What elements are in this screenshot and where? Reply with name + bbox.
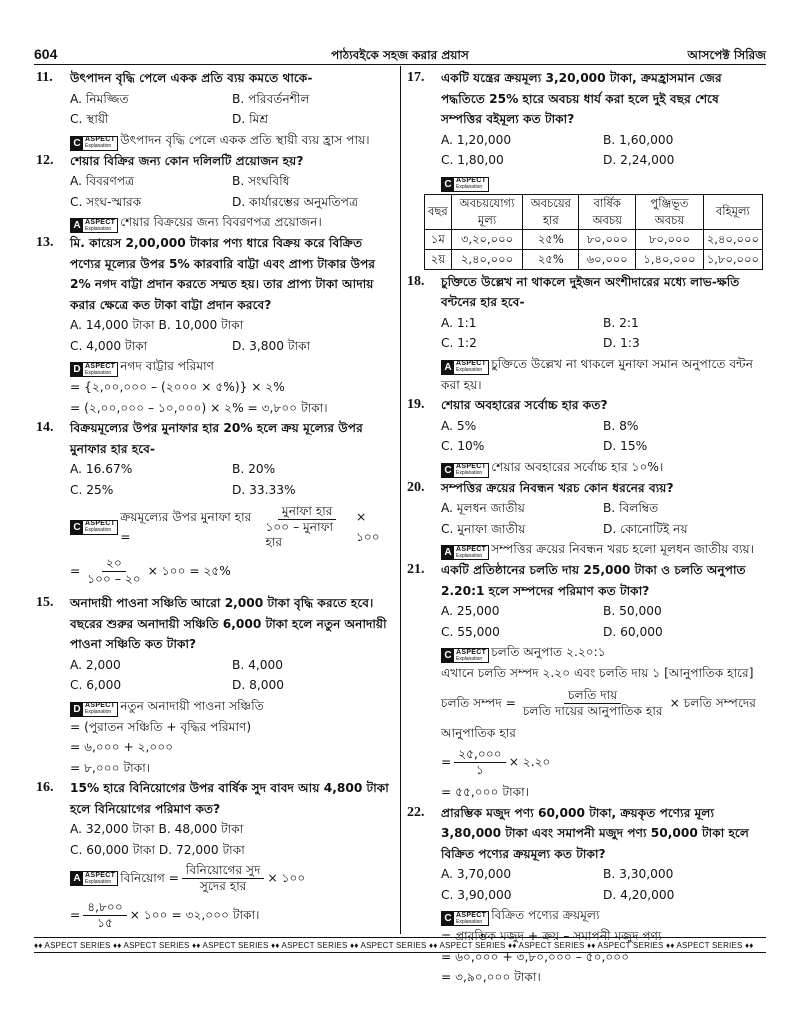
question-16: 16. 15% হারে বিনিয়োগের উপর বার্ষিক সুদ বাবদ আয় 4,800 টাকা হলে বিনিয়োগের পরিমাণ কত?	[36, 780, 389, 816]
table-header-row: বছর অবচয়যোগ্য মূল্য অবচয়ের হার বার্ষিক অবচয় পুঞ্জিভূত অবচয় বহিমূল্য	[425, 194, 763, 229]
aspect-explanation-badge: C ASPECT Explanation	[70, 136, 118, 151]
question-17: 17. একটি যন্ত্রের ক্রয়মূল্য 3,20,000 টাকা, ক্রমহ্রাসমান জের পদ্ধতিতে 25% হারে অবচয় ধার্য করা হলে দুই বছর শেষে সম্পত্তির বইমূল্য কত টাকা?	[407, 70, 722, 126]
options-19: A. 5% B. 8% C. 10% D. 15%	[441, 418, 648, 453]
options-20: A. মূলধন জাতীয় B. বিলম্বিত C. মুনাফা জাতীয় D. কোনোটিই নয়	[441, 501, 688, 536]
table-row: ১ম ৩,২০,০০০ ২৫% ৮০,০০০ ৮০,০০০ ২,৪০,০০০	[425, 229, 763, 249]
aspect-explanation-badge: A ASPECT Explanation	[70, 871, 118, 886]
options-14: A. 16.67% B. 20% C. 25% D. 33.33%	[70, 462, 296, 497]
aspect-explanation-badge: C ASPECT Explanation	[441, 911, 489, 926]
explanation-21: C ASPECT Explanation চলতি অনুপাত ২.২০:১	[407, 642, 763, 663]
explanation-14: C ASPECT Explanation ক্রয়মূল্যের উপর মুনাফা হার = $\frac{\text{মুনাফা হার}}{\text{১০০ – মুনাফা হার}}$ × ১০০	[36, 504, 392, 550]
fraction: $\frac{\text{বিনিয়োগের সুদ}}{\text{সুদের হার}}$	[182, 863, 265, 894]
explanation-12: A ASPECT Explanation শেয়ার বিক্রয়ের জন্য বিবরণপত্র প্রয়োজন।	[36, 212, 392, 233]
aspect-explanation-badge: D ASPECT Explanation	[70, 362, 118, 377]
options-18: A. 1:1 B. 2:1 C. 1:2 D. 1:3	[441, 315, 640, 350]
aspect-explanation-badge: A ASPECT Explanation	[441, 545, 489, 560]
question-15: 15. অনাদায়ী পাওনা সঞ্চিতি আরো 2,000 টাকা বৃদ্ধি করতে হবে। বছরের শুরুর অনাদায়ী সঞ্চিতি 6,000 টাকা হলে নতুন অনাদায়ী পাওনা সঞ্চিতি কত টাকা?	[36, 595, 387, 651]
options-15: A. 2,000 B. 4,000 C. 6,000 D. 8,000	[70, 657, 285, 692]
aspect-explanation-badge: A ASPECT Explanation	[70, 218, 118, 233]
aspect-explanation-badge: C ASPECT Explanation	[70, 520, 118, 535]
options-21: A. 25,000 B. 50,000 C. 55,000 D. 60,000	[441, 604, 663, 639]
explanation-19: C ASPECT Explanation শেয়ার অবহারের সর্বোচ্চ হার ১০%।	[407, 457, 763, 478]
footer-rule-bottom	[34, 952, 766, 953]
left-column: 11. উৎপাদন বৃদ্ধি পেলে একক প্রতি ব্যয় কমতে থাকে- A. নিমজ্জিত B. পরিবর্তনশীল C. স্থায়ী D. মিশ্র C ASPECT Explanation উৎপাদন বৃদ্ধি পেলে একক প্রতি স্থায়ী ব্যয় হ্রাস পায়। 12. শেয়ার বিক্রির জন্য কোন দলিলটি প্রয়োজন হয়? A. বিবরণপত্র B. সংঘবিধি C. সংঘ-স্মারক D. কার্যারম্ভের অনুমতিপত্র A ASPECT Explanation শেয়ার বিক্রয়ের জন্য বিবরণপত্র প্রয়োজন। 13. মি. কায়েস 2,00,000 টাকার পণ্য ধারে বিক্রয় করে বিক্রিত পণ্যের মূল্যের উপর 5% কারবারি বাট্টা এবং প্রাপ্য টাকার উপর 2% নগদ বাট্টা প্রদান করতে সম্মত হয়। তার প্রাপ্য টাকা আদায় করার ক্ষেত্রে কত টাকা বাট্টা প্রদান করবে? A. 14,000 টাকা B. 10,000 টাকা C. 4,000 টাকা D. 3,800 টাকা D ASPECT Explanation নগদ বাট্টার পরিমাণ = {২,০০,০০০ – (২০০০ × ৫%)} × ২% = (২,০০,০০০ – ১০,০০০) × ২% = ৩,৮০০ টাকা। 14. বিক্রয়মূল্যের উপর মুনাফার হার 20% হলে ক্রয় মূল্যের উপর মুনাফার হার হবে- A. 16.67% B. 20% C. 25% D. 33.33% C ASPECT Explanation ক্রয়মূল্যের উপর মুনাফা হার = $\frac{\text{মুনাফা হার}}{\text{১০০ – মুনাফা হার}}$ × ১০০ = $\frac{২০}{১০০ - ২০}$ × ১০০ = ২৫% 15. অনাদায়ী পাওনা সঞ্চিতি আরো 2,000 টাকা বৃদ্ধি করতে হবে। বছরের শুরুর অনাদায়ী সঞ্চিতি 6,000 টাকা হলে নতুন অনাদায়ী পাওনা সঞ্চিতি কত টাকা? A. 2,000 B. 4,000 C. 6,000 D. 8,000 D ASPECT Explanation নতুন অনাদায়ী পাওনা সঞ্চিতি = (পুরাতন সঞ্চিতি + বৃদ্ধির পরিমাণ) = ৬,০০০ + ২,০০০ = ৮,০০০ টাকা। 16. 15% হারে বিনিয়োগের উপর বার্ষিক সুদ বাবদ আয় 4,800 টাকা হলে বিনিয়োগের পরিমাণ কত? A. 32,000 টাকা B. 48,000 টাকা C. 60,000 টাকা D. 72,000 টাকা A ASPECT Explanation বিনিয়োগ = $\frac{\text{বিনিয়োগের সুদ}}{\text{সুদের হার}}$ × ১০০ = $\frac{৪,৮০০}{১৫}$ × ১০০ = ৩২,০০০ টাকা।	[36, 68, 392, 931]
explanation-18: A ASPECT Explanation চুক্তিতে উল্লেখ না থাকলে মুনাফা সমান অনুপাতে বন্টন করা হয়।	[441, 356, 754, 392]
header-rule	[34, 64, 766, 65]
options-16: A. 32,000 টাকা B. 48,000 টাকা C. 60,000 টাকা D. 72,000 টাকা	[70, 822, 245, 857]
page-number: 604	[34, 46, 58, 62]
fraction: $\frac{\text{চলতি দায়}}{\text{চলতি দায়ের আনুপাতিক হার}}$	[522, 687, 663, 718]
question-22: 22. প্রারম্ভিক মজুদ পণ্য 60,000 টাকা, ক্রয়কৃত পণ্যের মূল্য 3,80,000 টাকা এবং সমাপনী মজুদ পণ্য 50,000 টাকা হলে বিক্রিত পণ্যের ক্রয়মূল্য কত টাকা?	[407, 804, 749, 861]
question-11: 11. উৎপাদন বৃদ্ধি পেলে একক প্রতি ব্যয় কমতে থাকে-	[36, 70, 313, 85]
options-12: A. বিবরণপত্র B. সংঘবিধি C. সংঘ-স্মারক D. কার্যারম্ভের অনুমতিপত্র	[70, 174, 359, 209]
footer-rule-top	[34, 937, 766, 938]
explanation-20: A ASPECT Explanation সম্পত্তির ক্রয়ের নিবন্ধন খরচ হলো মূলধন জাতীয় ব্যয়।	[407, 539, 763, 560]
question-14: 14. বিক্রয়মূল্যের উপর মুনাফার হার 20% হলে ক্রয় মূল্যের উপর মুনাফার হার হবে-	[36, 420, 363, 456]
aspect-explanation-badge: D ASPECT Explanation	[70, 702, 118, 717]
aspect-explanation-badge: C ASPECT Explanation	[441, 463, 489, 478]
fraction: $\frac{২৫,০০০}{১}$	[454, 747, 505, 778]
fraction: $\frac{\text{মুনাফা হার}}{\text{১০০ – মুনাফা হার}}$	[261, 504, 353, 550]
explanation-15: D ASPECT Explanation নতুন অনাদায়ী পাওনা সঞ্চিতি	[36, 696, 392, 717]
aspect-explanation-badge: C ASPECT Explanation	[441, 648, 489, 663]
fraction: $\frac{২০}{১০০ - ২০}$	[87, 556, 141, 586]
options-11: A. নিমজ্জিত B. পরিবর্তনশীল C. স্থায়ী D. মিশ্র	[70, 91, 310, 126]
question-20: 20. সম্পত্তির ক্রয়ের নিবন্ধন খরচ কোন ধরনের ব্যয়?	[407, 479, 674, 495]
question-18: 18. চুক্তিতে উল্লেখ না থাকলে দুইজন অংশীদারের মধ্যে লাভ-ক্ষতি বন্টনের হার হবে-	[407, 273, 740, 309]
explanation-13: D ASPECT Explanation নগদ বাট্টার পরিমাণ	[36, 356, 392, 377]
depreciation-table	[424, 194, 763, 270]
page-header	[34, 46, 766, 64]
question-21: 21. একটি প্রতিষ্ঠানের চলতি দায় 25,000 টাকা ও চলতি অনুপাত 2.20:1 হলে সম্পদের পরিমাণ কত টাকা?	[407, 562, 746, 598]
options-22: A. 3,70,000 B. 3,30,000 C. 3,90,000 D. 4,20,000	[441, 867, 675, 902]
fraction: $\frac{৪,৮০০}{১৫}$	[83, 900, 127, 931]
aspect-explanation-badge: C ASPECT Explanation	[441, 177, 489, 192]
explanation-22: C ASPECT Explanation বিক্রিত পণ্যের ক্রয়মূল্য	[407, 905, 763, 926]
series-name: আসপেক্ট সিরিজ	[687, 48, 766, 62]
question-12: 12. শেয়ার বিক্রির জন্য কোন দলিলটি প্রয়োজন হয়?	[36, 152, 304, 168]
aspect-explanation-badge: A ASPECT Explanation	[441, 360, 489, 375]
table-row: ২য় ২,৪০,০০০ ২৫% ৬০,০০০ ১,৪০,০০০ ১,৮০,০০০	[425, 249, 763, 269]
explanation-17	[407, 171, 763, 192]
explanation-11: C ASPECT Explanation উৎপাদন বৃদ্ধি পেলে একক প্রতি স্থায়ী ব্যয় হ্রাস পায়।	[36, 130, 392, 151]
options-17: A. 1,20,000 B. 1,60,000 C. 1,80,00 D. 2,24,000	[441, 132, 675, 167]
footer-banner: ♦♦ ASPECT SERIES ♦♦ ASPECT SERIES ♦♦ ASPECT SERIES ♦♦ ASPECT SERIES ♦♦ ASPECT SERIES ♦♦ ASPECT SERIES ♦♦ ASPECT SERIES ♦♦ ASPECT SERIES ♦♦ ASPECT SERIES ♦♦	[34, 941, 754, 950]
options-13: A. 14,000 টাকা B. 10,000 টাকা C. 4,000 টাকা D. 3,800 টাকা	[70, 318, 311, 353]
question-19: 19. শেয়ার অবহারের সর্বোচ্চ হার কত?	[407, 397, 608, 412]
column-divider	[400, 66, 401, 934]
explanation-16: A ASPECT Explanation বিনিয়োগ = $\frac{\text{বিনিয়োগের সুদ}}{\text{সুদের হার}}$ × ১০০	[36, 863, 392, 894]
header-tagline: পাঠ্যবইকে সহজ করার প্রয়াস	[331, 48, 469, 62]
right-column: 17. একটি যন্ত্রের ক্রয়মূল্য 3,20,000 টাকা, ক্রমহ্রাসমান জের পদ্ধতিতে 25% হারে অবচয় ধার্য করা হলে দুই বছর শেষে সম্পত্তির বইমূল্য কত টাকা? A. 1,20,000 B. 1,60,000 C. 1,80,00 D. 2,24,000 C ASPECT Explanation বছর অবচয়যোগ্য মূল্য অবচয়ের হার বার্ষিক অবচয় পুঞ্জিভূত অবচয় বহিমূল্য ১ম ৩,২০,০০০ ২৫% ৮০,০০০ ৮০,০০০ ২,৪০,০০০ ২য় ২,৪০,০০০ ২৫% ৬০,০০০ ১,৪০,০০০ ১,৮০,০০০ 18. চুক্তিতে উল্লেখ না থাকলে দুইজন অংশীদারের মধ্যে লাভ-ক্ষতি বন্টনের হার হবে- A. 1:1 B. 2:1 C. 1:2 D. 1:3 A ASPECT Explanation চুক্তিতে উল্লেখ না থাকলে মুনাফা সমান অনুপাতে বন্টন করা হয়। 19. শেয়ার অবহারের সর্বোচ্চ হার কত? A. 5% B. 8% C. 10% D. 15% C ASPECT Explanation শেয়ার অবহারের সর্বোচ্চ হার ১০%। 20. সম্পত্তির ক্রয়ের নিবন্ধন খরচ কোন ধরনের ব্যয়? A. মূলধন জাতীয় B. বিলম্বিত C. মুনাফা জাতীয় D. কোনোটিই নয় A ASPECT Explanation সম্পত্তির ক্রয়ের নিবন্ধন খরচ হলো মূলধন জাতীয় ব্যয়। 21. একটি প্রতিষ্ঠানের চলতি দায় 25,000 টাকা ও চলতি অনুপাত 2.20:1 হলে সম্পদের পরিমাণ কত টাকা? A. 25,000 B. 50,000 C. 55,000 D. 60,000 C ASPECT Explanation চলতি অনুপাত ২.২০:১ এখানে চলতি সম্পদ ২.২০ এবং চলতি দায় ১ [আনুপাতিক হারে] চলতি সম্পদ = $\frac{\text{চলতি দায়}}{\text{চলতি দায়ের আনুপাতিক হার}}$ × চলতি সম্পদের আনুপাতিক হার = $\frac{২৫,০০০}{১}$ × ২.২০ = ৫৫,০০০ টাকা। 22. প্রারম্ভিক মজুদ পণ্য 60,000 টাকা, ক্রয়কৃত পণ্যের মূল্য 3,80,000 টাকা এবং সমাপনী মজুদ পণ্য 50,000 টাকা হলে বিক্রিত পণ্যের ক্রয়মূল্য কত টাকা? A. 3,70,000 B. 3,30,000 C. 3,90,000 D. 4,20,000 C ASPECT Explanation বিক্রিত পণ্যের ক্রয়মূল্য = প্রারম্ভিক মজুদ + ক্রয় – সমাপনী মজুদ পণ্য = ৬০,০০০ + ৩,৮০,০০০ – ৫০,০০০ = ৩,৯০,০০০ টাকা।	[407, 68, 763, 988]
question-13: 13. মি. কায়েস 2,00,000 টাকার পণ্য ধারে বিক্রয় করে বিক্রিত পণ্যের মূল্যের উপর 5% কারবারি বাট্টা এবং প্রাপ্য টাকার উপর 2% নগদ বাট্টা প্রদান করতে সম্মত হয়। তার প্রাপ্য টাকা আদায় করার ক্ষেত্রে কত টাকা বাট্টা প্রদান করবে?	[36, 235, 376, 312]
